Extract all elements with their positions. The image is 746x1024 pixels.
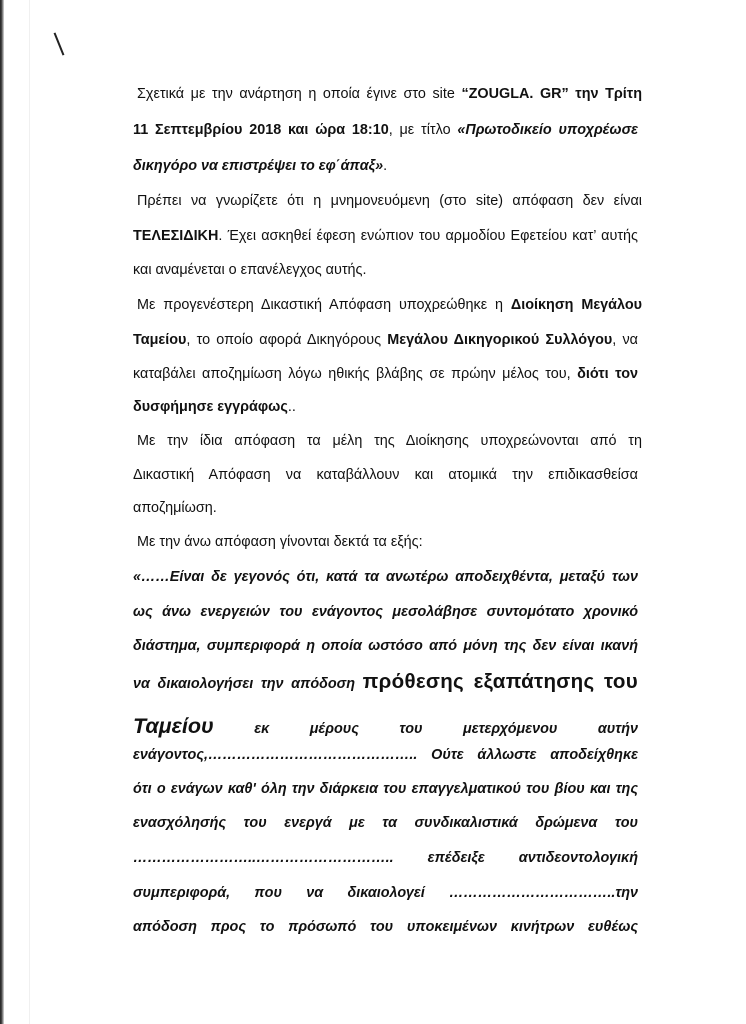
article-title: δικηγόρο να επιστρέψει το εφ΄άπαξ» — [133, 158, 384, 174]
date-time: 11 Σεπτεμβρίου 2018 και ώρα 18:10 — [133, 122, 389, 138]
p4-text: αποζημίωση. — [133, 500, 217, 516]
quote-text: συμπεριφορά, που να δικαιολογεί ……………………………..την — [133, 885, 638, 901]
not-final-label: ΤΕΛΕΣΙΔΙΚΗ — [133, 228, 219, 244]
p3-text: καταβάλει αποζημίωση λόγω ηθικής βλάβης σε πρώην μέλος του, — [133, 366, 578, 382]
quote-line-2 — [133, 601, 638, 623]
p1-text: . — [383, 158, 388, 174]
emphasized-phrase: πρόθεσης εξαπάτησης του — [362, 670, 638, 693]
p1-text: Σχετικά με την ανάρτηση η οποία έγινε στο site — [137, 86, 462, 102]
p2-text: Πρέπει να γνωρίζετε ότι η μνημονευόμενη (στο site) απόφαση δεν είναι — [137, 193, 642, 209]
p2-text: . Έχει ασκηθεί έφεση ενώπιον του αρμοδίου Εφετείου κατ’ αυτής — [218, 228, 638, 244]
p2-line-2 — [133, 225, 638, 247]
p1-line-3 — [133, 155, 638, 177]
quote-line-9 — [133, 847, 638, 869]
quote-text: ενασχόλησής του ενεργά με τα συνδικαλιστικά δρώμενα του — [133, 815, 638, 831]
p1-line-2 — [133, 119, 638, 141]
quote-text: ενάγοντος,…………………………………….. Ούτε άλλωστε αποδείχθηκε — [133, 747, 638, 763]
p3-line-3 — [133, 363, 638, 385]
p3-text: , το οποίο αφορά Δικηγόρους — [186, 332, 388, 348]
reason-text: δυσφήμησε εγγράφως — [133, 399, 288, 415]
p3-line-4 — [133, 396, 638, 418]
scan-fold-line — [29, 0, 30, 1024]
p5-text: Με την άνω απόφαση γίνονται δεκτά τα εξής: — [137, 534, 423, 550]
quote-text: να δικαιολογήσει την απόδοση — [133, 676, 363, 692]
p4-text: Με την ίδια απόφαση τα μέλη της Διοίκησης υποχρεώνονται από τη — [137, 433, 642, 449]
handwritten-slash-mark — [54, 32, 65, 55]
p2-line-1 — [133, 190, 642, 212]
quote-line-11 — [133, 916, 638, 938]
quote-line-1 — [133, 566, 638, 588]
p3-text: Με προγενέστερη Δικαστική Απόφαση υποχρεώθηκε η — [137, 297, 511, 313]
bar-association-name: Μεγάλου Δικηγορικού Συλλόγου — [387, 332, 613, 348]
p3-text: .. — [287, 399, 296, 415]
quote-line-10 — [133, 882, 638, 904]
p5-line-1 — [133, 531, 642, 553]
board-name: Διοίκηση Μεγάλου — [510, 297, 642, 313]
quote-line-7 — [133, 778, 638, 800]
p3-text: , να — [612, 332, 638, 348]
quote-text: ως άνω ενεργειών του ενάγοντος μεσολάβησε συντομότατο χρονικό — [133, 604, 638, 620]
p3-line-1 — [133, 294, 642, 316]
reason-text: διότι τον — [577, 366, 638, 382]
p4-line-1 — [133, 430, 642, 452]
article-title: «Πρωτοδικείο υποχρέωσε — [457, 122, 638, 138]
quote-line-3 — [133, 635, 638, 657]
p1-line-1 — [133, 83, 642, 105]
quote-line-8 — [133, 812, 638, 834]
quote-text: ……………………..……………………….. επέδειξε αντιδεοντολογική — [133, 850, 638, 866]
quote-line-6 — [133, 744, 638, 766]
p4-line-2 — [133, 464, 638, 486]
p2-text: και αναμένεται ο επανέλεγχος αυτής. — [133, 262, 367, 278]
quote-line-4 — [133, 668, 638, 696]
p4-line-3 — [133, 497, 638, 519]
site-name-date: “ZOUGLA. GR” την Τρίτη — [461, 86, 642, 102]
p1-text: , με τίτλο — [388, 122, 458, 138]
p4-text: Δικαστική Απόφαση να καταβάλλουν και ατομικά την επιδικασθείσα — [133, 467, 638, 483]
scan-left-edge — [0, 0, 4, 1024]
quote-text: «……Είναι δε γεγονός ότι, κατά τα ανωτέρω αποδειχθέντα, μεταξύ των — [133, 569, 638, 585]
quote-text: απόδοση προς το πρόσωπό του υποκειμένων κινήτρων ευθέως — [133, 919, 638, 935]
emphasized-phrase: Ταμείου — [133, 714, 214, 738]
p3-line-2 — [133, 329, 638, 351]
quote-text: ότι ο ενάγων καθ' όλη την διάρκεια του επαγγελματικού του βίου και της — [133, 781, 638, 797]
board-name: Ταμείου — [133, 332, 187, 348]
quote-text: εκ μέρους του μετερχόμενου αυτήν — [213, 721, 638, 737]
quote-line-5 — [133, 712, 638, 740]
p2-line-3 — [133, 259, 638, 281]
quote-text: διάστημα, συμπεριφορά η οποία ωστόσο από μόνη της δεν είναι ικανή — [133, 638, 638, 654]
